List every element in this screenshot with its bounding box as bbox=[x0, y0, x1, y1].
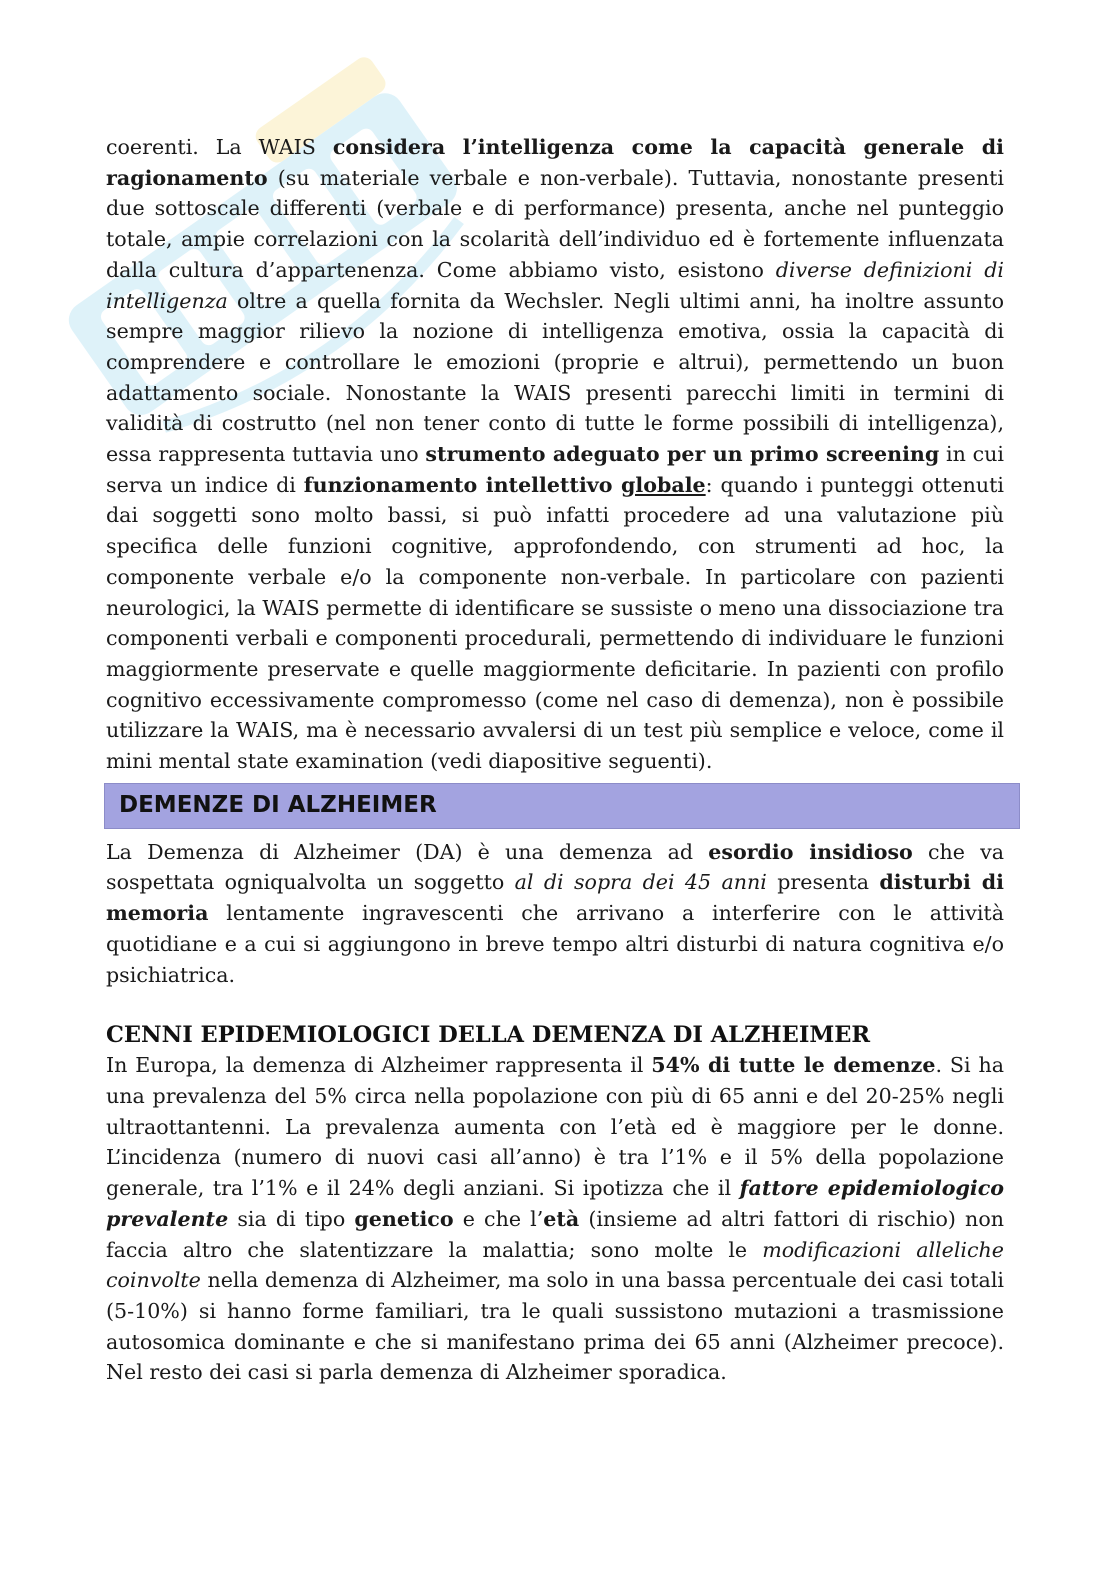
italic-run: modificazioni alleliche coinvolte bbox=[106, 1237, 1004, 1293]
paragraph-wais bbox=[106, 132, 1004, 777]
text-run: (insieme ad altri fattori di rischio) non faccia altro che slatentizzare la malattia; sono molte le bbox=[106, 1206, 1004, 1262]
paragraph-alzheimer-definition bbox=[106, 837, 1004, 991]
bold-run: strumento adeguato per un primo screening bbox=[425, 442, 940, 467]
text-run: e che l’ bbox=[453, 1206, 544, 1231]
text-run: presenta bbox=[766, 870, 880, 895]
text-run: coerenti. La WAIS bbox=[106, 135, 333, 159]
bold-run: età bbox=[543, 1206, 580, 1231]
bold-italic-run: fattore epidemiologico prevalente bbox=[106, 1176, 1004, 1231]
section-heading-bar bbox=[104, 783, 1020, 829]
document-content bbox=[106, 132, 1004, 1388]
bold-run: genetico bbox=[354, 1206, 454, 1231]
bold-run: considera l’intelligenza come la capacità generale di ragionamento bbox=[106, 135, 1004, 190]
bold-run: esordio insidioso bbox=[708, 839, 913, 864]
italic-run: diverse definizioni di intelligenza bbox=[106, 257, 1004, 313]
text-run: lentamente ingravescenti che arrivano a interferire con le attività quotidiane e a cui si aggiungono in breve tempo altri disturbi di natura cognitiva e/o psichiatrica. bbox=[106, 901, 1004, 987]
bold-run: funzionamento intellettivo bbox=[303, 472, 621, 497]
bold-underlined-run: globale bbox=[621, 472, 706, 497]
text-run: nella demenza di Alzheimer, ma solo in una bassa percentuale dei casi totali (5-10%) si hanno forme familiari, tra le quali sussistono mutazioni a trasmissione autosomica dominante e che si manifestano prima dei 65 anni (Alzheimer precoce). Nel resto dei casi si parla demenza di Alzheimer sporadica. bbox=[106, 1268, 1004, 1385]
text-run: La Demenza di Alzheimer (DA) è una demenza ad bbox=[106, 839, 709, 864]
section-heading: DEMENZE DI ALZHEIMER bbox=[119, 792, 437, 819]
text-run: : quando i punteggi ottenuti dai soggetti sono molto bassi, si può infatti procedere ad una valutazione più specifica delle funzioni cognitive, approfondendo, con strumenti ad hoc, la componente verbale e/o la componente non-verbale. In particolare con pazienti neurologici, la WAIS permette di identificare se sussiste o meno una dissociazione tra componenti verbali e componenti procedurali, permettendo di individuare le funzioni maggiormente preservate e quelle maggiormente deficitarie. In pazienti con profilo cognitivo eccessivamente compromesso (come nel caso di demenza), non è possibile utilizzare la WAIS, ma è necessario avvalersi di un test più semplice e veloce, come il mini mental state examination (vedi diapositive seguenti). bbox=[106, 472, 1004, 774]
text-run: . Si ha una prevalenza del 5% circa nella popolazione con più di 65 anni e del 20-25% negli ultraottantenni. La prevalenza aumenta con l’età ed è maggiore per le donne. L’incidenza (numero di nuovi casi all’anno) è tra l’1% e il 5% della popolazione generale, tra l’1% e il 24% degli anziani. Si ipotizza che il bbox=[106, 1053, 1004, 1201]
text-run: che va sospettata ogniqualvolta un soggetto bbox=[106, 839, 1004, 895]
subheading-epidemiology: CENNI EPIDEMIOLOGICI DELLA DEMENZA DI ALZHEIMER bbox=[106, 1022, 871, 1049]
italic-run: al di sopra dei 45 anni bbox=[514, 870, 767, 895]
text-run: sia di tipo bbox=[228, 1206, 355, 1231]
paragraph-epidemiology bbox=[106, 1050, 1004, 1388]
text-run: In Europa, la demenza di Alzheimer rappresenta il bbox=[106, 1053, 652, 1078]
text-run: (su materiale verbale e non-verbale). Tuttavia, nonostante presenti due sottoscale differenti (verbale e di performance) presenta, anche nel punteggio totale, ampie correlazioni con la scolarità dell’individuo ed è fortemente influenzata dalla cultura d’appartenenza. Come abbiamo visto, esistono bbox=[106, 165, 1004, 282]
bold-run: 54% di tutte le demenze bbox=[651, 1053, 936, 1078]
text-run: in cui serva un indice di bbox=[106, 442, 1005, 497]
bold-run: disturbi di memoria bbox=[106, 870, 1004, 926]
text-run: oltre a quella fornita da Wechsler. Negli ultimi anni, ha inoltre assunto sempre maggior rilievo la nozione di intelligenza emotiva, ossia la capacità di comprendere e controllare le emozioni (proprie e altrui), permettendo un buon adattamento sociale. Nonostante la WAIS presenti parecchi limiti in termini di validità di costrutto (nel non tener conto di tutte le forme possibili di intelligenza), essa rappresenta tuttavia uno bbox=[106, 288, 1004, 467]
